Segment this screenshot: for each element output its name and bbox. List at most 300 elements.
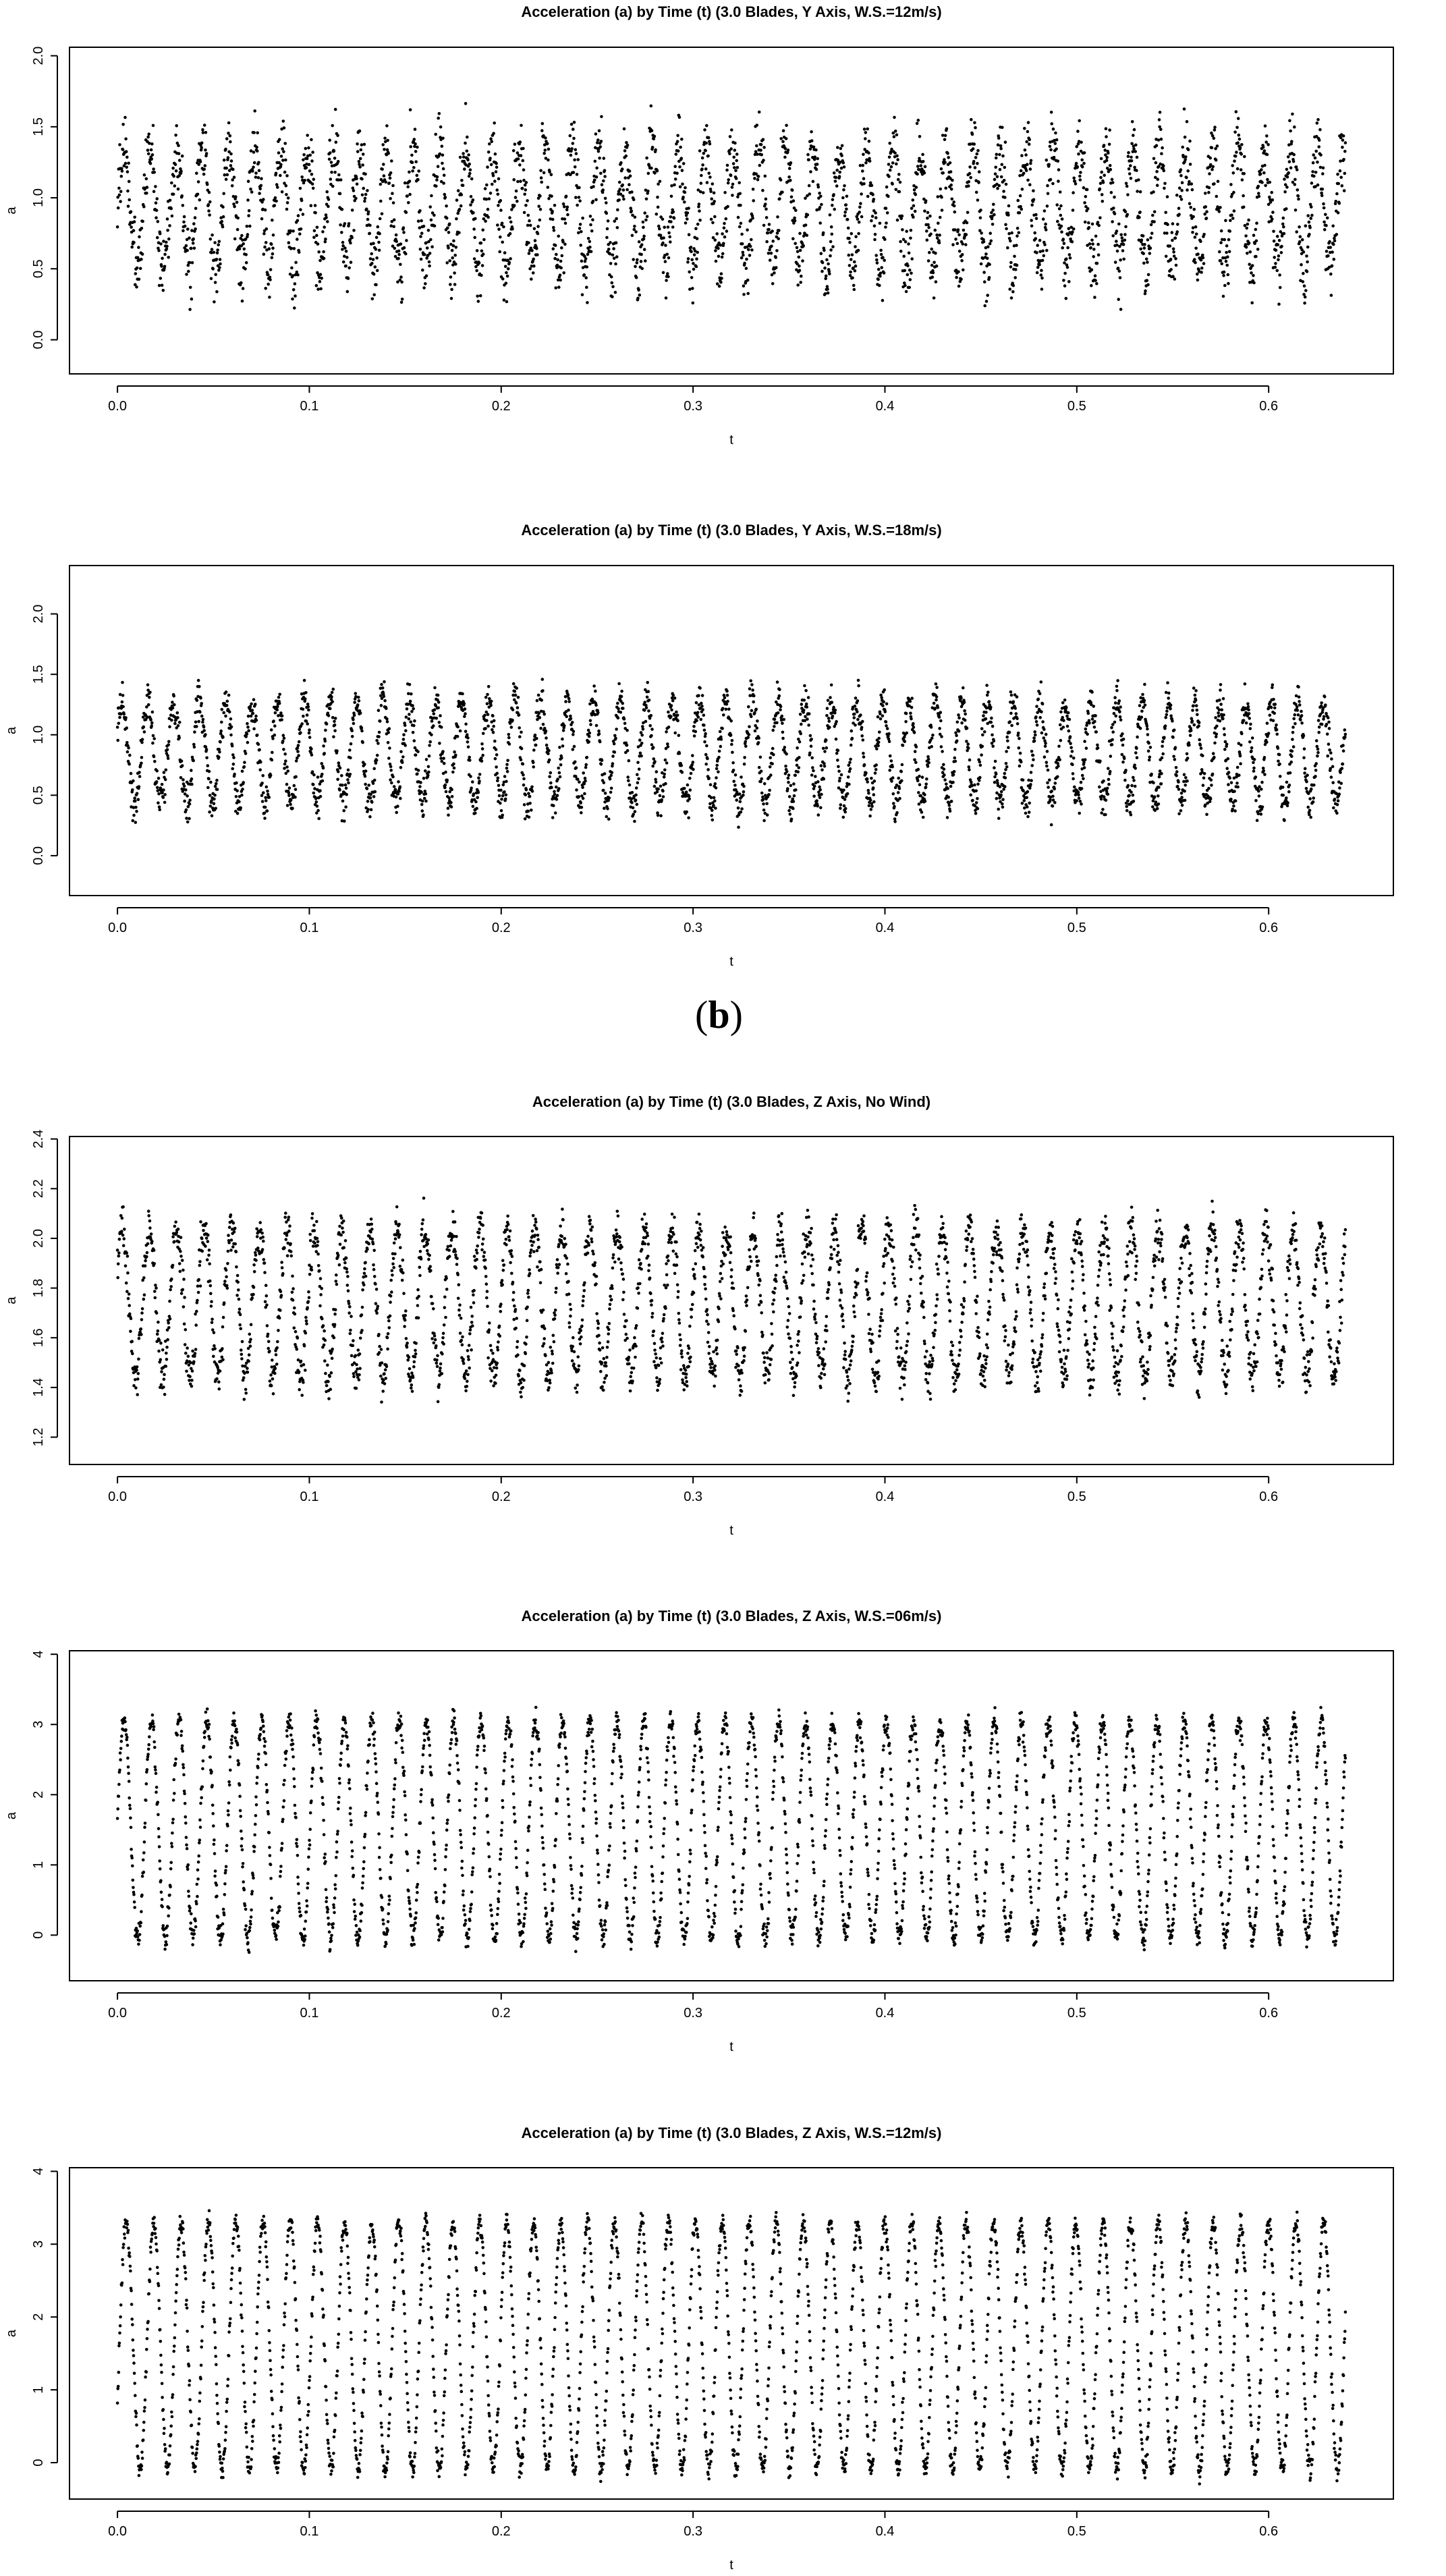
data-point xyxy=(1294,209,1298,212)
data-point xyxy=(760,770,763,773)
data-point xyxy=(150,721,154,725)
data-point xyxy=(545,730,548,733)
data-point xyxy=(469,775,472,778)
data-point xyxy=(391,775,395,779)
data-point xyxy=(715,232,719,236)
data-point xyxy=(823,249,826,252)
data-point xyxy=(316,775,320,779)
data-point xyxy=(318,280,322,283)
data-point xyxy=(682,196,685,199)
data-point xyxy=(499,236,502,239)
data-point xyxy=(281,159,285,162)
data-point xyxy=(304,147,308,150)
data-point xyxy=(1258,195,1261,198)
data-point xyxy=(1321,172,1325,175)
data-point xyxy=(275,171,278,175)
data-point xyxy=(829,213,832,217)
data-point xyxy=(644,259,647,263)
data-point xyxy=(1078,119,1081,123)
data-point xyxy=(157,249,161,252)
data-point xyxy=(458,208,462,211)
data-point xyxy=(1032,189,1035,192)
data-point xyxy=(553,257,557,261)
data-point xyxy=(489,157,492,160)
data-point xyxy=(285,184,288,188)
data-point xyxy=(350,236,354,240)
data-point xyxy=(1277,302,1281,306)
data-point xyxy=(789,179,792,182)
data-point xyxy=(663,775,666,779)
data-point xyxy=(316,242,320,246)
data-point xyxy=(121,694,125,697)
data-point xyxy=(401,298,404,301)
data-point xyxy=(1174,257,1177,261)
data-point xyxy=(1163,187,1166,190)
data-point xyxy=(216,251,219,254)
data-point xyxy=(124,138,128,141)
data-point xyxy=(752,199,755,202)
data-point xyxy=(583,273,586,277)
data-point xyxy=(177,152,181,155)
data-point xyxy=(720,272,723,275)
data-point xyxy=(478,773,482,776)
data-point xyxy=(1109,168,1113,171)
data-point xyxy=(447,231,451,234)
data-point xyxy=(518,713,521,717)
data-point xyxy=(614,263,617,266)
data-point xyxy=(1000,175,1003,179)
data-point xyxy=(302,708,305,711)
data-point xyxy=(403,246,406,250)
data-point xyxy=(213,300,216,304)
data-point xyxy=(498,794,501,798)
data-point xyxy=(255,146,258,149)
data-point xyxy=(421,800,424,803)
data-point xyxy=(285,783,289,786)
data-point xyxy=(810,139,814,142)
data-point xyxy=(319,273,323,276)
data-point xyxy=(405,211,408,215)
data-point xyxy=(486,208,490,211)
data-point xyxy=(1076,130,1080,133)
data-point xyxy=(1233,130,1237,134)
data-point xyxy=(706,181,709,184)
data-point xyxy=(522,168,526,171)
data-point xyxy=(410,692,413,696)
data-point xyxy=(731,183,735,186)
data-point xyxy=(1213,182,1216,186)
data-point xyxy=(417,769,420,772)
data-point xyxy=(157,801,160,804)
data-point xyxy=(202,725,206,729)
data-point xyxy=(454,263,457,266)
data-point xyxy=(700,702,703,705)
data-point xyxy=(635,786,638,790)
data-point xyxy=(1142,252,1145,256)
data-point xyxy=(1265,134,1269,138)
data-point xyxy=(177,188,180,191)
data-point xyxy=(881,256,885,259)
data-point xyxy=(778,688,781,691)
data-point xyxy=(691,754,694,757)
data-point xyxy=(434,133,437,136)
data-point xyxy=(657,788,660,791)
data-point xyxy=(333,723,337,727)
data-point xyxy=(704,149,707,153)
data-point xyxy=(748,254,752,257)
y-tick-label: 1.5 xyxy=(31,665,46,684)
y-axis-label: a xyxy=(4,207,19,215)
data-point xyxy=(1030,159,1033,163)
data-point xyxy=(520,747,524,750)
data-point xyxy=(1211,168,1214,171)
data-point xyxy=(572,137,576,140)
data-point xyxy=(391,184,395,188)
data-point xyxy=(124,716,128,719)
data-point xyxy=(337,761,341,765)
data-point xyxy=(265,241,268,244)
data-point xyxy=(1150,231,1154,235)
data-point xyxy=(271,737,275,740)
data-point xyxy=(852,284,856,287)
data-point xyxy=(652,746,655,749)
data-point xyxy=(758,766,761,769)
data-point xyxy=(773,271,776,275)
data-point xyxy=(675,153,678,156)
data-point xyxy=(1341,138,1345,142)
data-point xyxy=(1195,233,1198,236)
data-point xyxy=(742,254,745,257)
data-point xyxy=(777,229,781,232)
data-point xyxy=(1096,243,1100,246)
data-point xyxy=(233,773,236,776)
data-point xyxy=(441,162,444,165)
data-point xyxy=(908,269,912,272)
data-point xyxy=(864,131,868,134)
data-point xyxy=(1077,153,1080,156)
data-point xyxy=(1204,205,1208,209)
data-point xyxy=(207,203,211,207)
data-point xyxy=(1298,225,1301,229)
data-point xyxy=(659,180,662,184)
data-point xyxy=(875,258,879,262)
data-point xyxy=(938,241,941,244)
data-point xyxy=(666,272,669,275)
data-point xyxy=(266,790,269,793)
data-point xyxy=(503,251,507,254)
data-point xyxy=(216,248,219,252)
data-point xyxy=(926,223,930,227)
data-point xyxy=(1004,223,1007,227)
x-tick-label: 0.3 xyxy=(684,399,703,414)
data-point xyxy=(132,819,135,823)
data-point xyxy=(553,204,557,207)
data-point xyxy=(188,798,192,802)
data-point xyxy=(185,273,188,276)
data-point xyxy=(615,217,618,221)
data-point xyxy=(239,806,242,810)
data-point xyxy=(361,163,364,167)
data-point xyxy=(914,193,918,196)
data-point xyxy=(731,751,734,755)
data-point xyxy=(290,267,294,270)
data-point xyxy=(150,148,153,152)
data-point xyxy=(211,248,214,251)
chart-1 xyxy=(4,3,1393,447)
data-point xyxy=(1030,219,1033,222)
data-point xyxy=(854,245,857,248)
data-point xyxy=(409,145,412,148)
data-point xyxy=(940,196,943,199)
data-point xyxy=(285,208,289,211)
data-point xyxy=(1016,227,1020,230)
data-point xyxy=(118,716,121,719)
data-point xyxy=(360,177,364,181)
data-point xyxy=(666,742,669,746)
data-point xyxy=(1175,194,1179,197)
data-point xyxy=(1029,162,1032,165)
data-point xyxy=(447,806,450,810)
data-point xyxy=(302,715,305,718)
data-point xyxy=(686,211,690,215)
data-point xyxy=(960,278,963,281)
data-point xyxy=(673,217,676,220)
data-point xyxy=(647,172,650,175)
data-point xyxy=(912,198,915,202)
data-point xyxy=(349,757,352,760)
data-point xyxy=(1344,141,1347,144)
data-point xyxy=(1226,255,1229,258)
data-point xyxy=(127,162,130,165)
data-point xyxy=(248,209,251,213)
data-point xyxy=(485,719,489,722)
data-point xyxy=(371,298,374,301)
data-point xyxy=(762,819,766,823)
data-point xyxy=(1123,239,1127,242)
data-point xyxy=(1246,223,1250,226)
data-point xyxy=(1137,178,1140,182)
data-point xyxy=(1240,143,1244,146)
data-point xyxy=(116,725,119,729)
x-tick-label: 0.4 xyxy=(875,399,895,414)
data-point xyxy=(133,796,136,800)
data-point xyxy=(165,248,169,251)
data-point xyxy=(1105,135,1108,138)
data-point xyxy=(609,774,613,777)
data-point xyxy=(519,140,522,144)
data-point xyxy=(495,170,498,173)
data-point xyxy=(680,764,684,767)
data-point xyxy=(522,784,526,787)
data-point xyxy=(416,178,420,182)
data-point xyxy=(621,184,624,187)
data-point xyxy=(378,249,381,252)
data-point xyxy=(215,258,219,261)
data-point xyxy=(605,201,608,204)
data-point xyxy=(1336,173,1339,176)
data-point xyxy=(1175,230,1179,234)
data-point xyxy=(468,175,471,178)
x-tick-label: 0.0 xyxy=(108,399,127,414)
data-point xyxy=(665,296,668,300)
data-point xyxy=(696,237,699,240)
data-point xyxy=(534,734,537,737)
data-point xyxy=(703,729,706,732)
data-point xyxy=(1020,208,1024,211)
data-point xyxy=(307,709,310,712)
data-point xyxy=(818,192,821,195)
data-point xyxy=(574,148,578,152)
data-point xyxy=(146,148,150,152)
data-point xyxy=(996,175,999,179)
data-point xyxy=(1051,182,1055,186)
data-point xyxy=(206,786,210,790)
data-point xyxy=(467,745,470,748)
data-point xyxy=(409,700,412,703)
data-point xyxy=(813,155,816,159)
data-point xyxy=(956,242,960,246)
data-point xyxy=(664,782,667,786)
data-point xyxy=(499,199,503,202)
data-point xyxy=(505,780,508,784)
data-point xyxy=(708,142,712,146)
data-point xyxy=(528,802,532,805)
data-point xyxy=(611,755,615,758)
data-point xyxy=(840,154,843,157)
data-point xyxy=(1304,224,1308,227)
data-point xyxy=(903,284,907,287)
data-point xyxy=(168,725,171,729)
data-point xyxy=(1130,142,1134,146)
data-point xyxy=(193,730,196,734)
data-point xyxy=(388,182,391,185)
data-point xyxy=(385,717,389,721)
data-point xyxy=(572,128,575,131)
data-point xyxy=(737,825,740,829)
data-point xyxy=(962,269,965,272)
data-point xyxy=(1255,221,1258,225)
data-point xyxy=(375,236,379,240)
data-point xyxy=(426,774,430,777)
data-point xyxy=(360,148,363,152)
data-point xyxy=(1181,181,1184,184)
data-point xyxy=(1010,296,1013,300)
data-point xyxy=(578,227,582,230)
data-point xyxy=(252,131,256,134)
data-point xyxy=(363,143,366,146)
data-point xyxy=(634,216,637,219)
data-point xyxy=(717,255,721,258)
data-point xyxy=(310,159,314,163)
data-point xyxy=(372,795,376,798)
data-point xyxy=(1025,169,1028,173)
data-point xyxy=(223,173,227,177)
data-point xyxy=(638,767,641,771)
data-point xyxy=(266,809,269,813)
data-point xyxy=(897,178,900,182)
data-point xyxy=(306,703,310,706)
data-point xyxy=(427,765,430,769)
data-point xyxy=(1232,171,1235,175)
data-point xyxy=(661,790,665,793)
data-point xyxy=(252,150,256,154)
data-point xyxy=(609,777,612,781)
data-point xyxy=(473,236,476,240)
data-point xyxy=(1331,250,1334,254)
data-point xyxy=(146,684,150,687)
data-point xyxy=(117,207,120,210)
data-point xyxy=(204,745,208,748)
data-point xyxy=(769,258,772,262)
data-point xyxy=(325,190,329,194)
data-point xyxy=(320,277,323,280)
data-point xyxy=(961,253,964,256)
data-point xyxy=(533,227,536,231)
data-point xyxy=(461,692,464,696)
data-point xyxy=(1260,181,1264,184)
data-point xyxy=(679,146,682,149)
data-point xyxy=(137,798,140,801)
data-point xyxy=(512,682,516,686)
data-point xyxy=(572,733,575,736)
data-point xyxy=(226,700,229,703)
data-point xyxy=(331,701,334,704)
data-point xyxy=(758,111,761,114)
data-point xyxy=(700,705,704,708)
data-point xyxy=(1112,207,1115,210)
data-point xyxy=(590,250,593,254)
data-point xyxy=(1015,244,1018,247)
data-point xyxy=(253,161,256,165)
data-point xyxy=(167,757,170,761)
data-point xyxy=(1236,167,1240,171)
data-point xyxy=(400,281,404,284)
data-point xyxy=(1331,265,1334,268)
data-point xyxy=(1325,224,1328,227)
data-point xyxy=(916,122,919,126)
data-point xyxy=(352,229,356,232)
data-point xyxy=(672,694,675,697)
data-point xyxy=(831,245,835,248)
data-point xyxy=(687,257,690,261)
data-point xyxy=(138,775,142,778)
data-point xyxy=(445,261,449,265)
data-point xyxy=(271,759,274,762)
data-point xyxy=(364,769,368,773)
data-point xyxy=(478,261,481,265)
data-point xyxy=(445,790,448,794)
data-point xyxy=(623,128,626,131)
data-point xyxy=(316,226,319,229)
data-point xyxy=(798,265,801,268)
data-point xyxy=(250,190,254,194)
data-point xyxy=(198,711,202,714)
data-point xyxy=(674,177,677,181)
y-axis-label: a xyxy=(4,726,19,735)
data-point xyxy=(437,701,441,704)
data-point xyxy=(994,172,997,175)
data-point xyxy=(889,169,892,172)
x-tick-label: 0.6 xyxy=(1259,921,1279,935)
data-point xyxy=(439,714,442,717)
data-point xyxy=(480,760,484,763)
data-point xyxy=(474,800,478,804)
data-point xyxy=(354,692,358,695)
data-point xyxy=(578,781,581,784)
data-point xyxy=(751,217,754,220)
data-point xyxy=(414,128,417,131)
data-point xyxy=(221,225,225,229)
